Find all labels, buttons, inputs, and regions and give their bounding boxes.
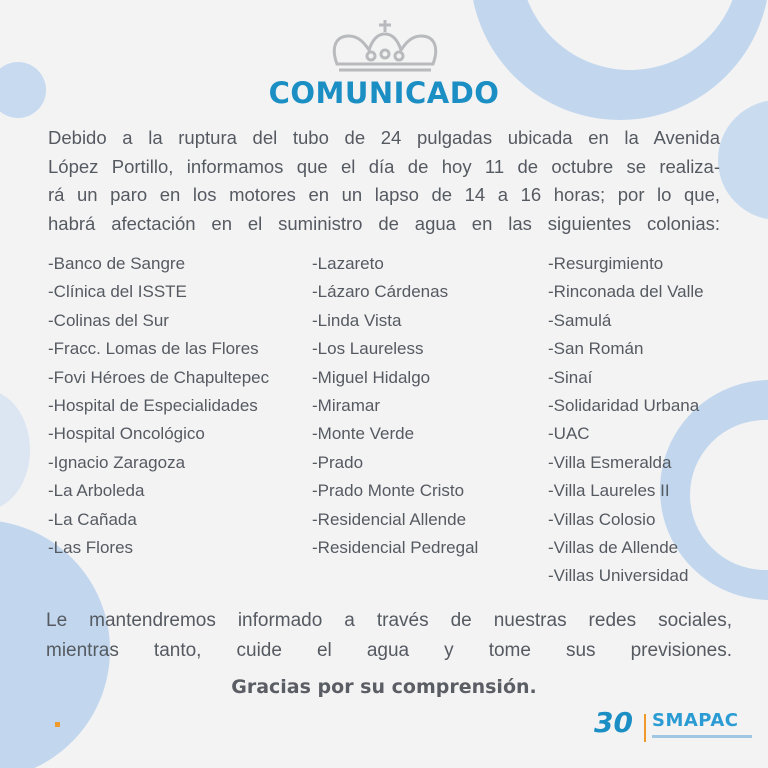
- closing-line: Le mantendremos informado a través de nuestras redes sociales,: [46, 610, 732, 631]
- list-item: -Rinconada del Valle: [548, 282, 704, 302]
- list-item: -UAC: [548, 424, 590, 444]
- colonias-column-2: [312, 250, 478, 562]
- list-item: -Banco de Sangre: [48, 254, 186, 273]
- list-item: -Samulá: [548, 310, 612, 330]
- list-item: -Solidaridad Urbana: [548, 396, 700, 416]
- list-item: -Hospital de Especialidades: [48, 396, 258, 416]
- list-item: -Villas Colosio: [548, 509, 656, 529]
- list-item: -Miguel Hidalgo: [312, 367, 431, 387]
- decor-circle: [0, 390, 30, 510]
- list-item: -Fracc. Lomas de las Flores: [48, 339, 259, 359]
- list-item: -Ignacio Zaragoza: [48, 452, 186, 472]
- list-item: -Lázaro Cárdenas: [312, 282, 449, 302]
- decor-mark: [55, 722, 60, 727]
- list-item: -Residencial Allende: [312, 509, 467, 529]
- crown-icon: [327, 18, 443, 74]
- list-item: -Prado Monte Cristo: [312, 481, 465, 501]
- list-item: -Colinas del Sur: [48, 310, 169, 330]
- closing-paragraph: [46, 606, 732, 666]
- thanks-message: Gracias por su comprensión.: [231, 676, 537, 698]
- logo-tagline: [652, 735, 752, 738]
- list-item: -Hospital Oncológico: [48, 424, 205, 444]
- list-item: -Villas Universidad: [548, 566, 689, 586]
- list-item: -Las Flores: [48, 538, 134, 558]
- anniversary-number: 30: [594, 706, 633, 739]
- list-item: -Linda Vista: [312, 310, 402, 330]
- logo-name: SMAPAC: [652, 710, 739, 731]
- decor-circle: [718, 100, 768, 220]
- list-item: -Fovi Héroes de Chapultepec: [48, 367, 270, 387]
- list-item: -San Román: [548, 339, 644, 359]
- list-item: -Miramar: [312, 396, 380, 416]
- list-item: -Resurgimiento: [548, 254, 664, 273]
- logo-divider: [644, 714, 646, 742]
- page-title: COMUNICADO: [268, 76, 500, 110]
- list-item: -Sinaí: [548, 367, 593, 387]
- intro-paragraph: [48, 124, 720, 238]
- list-item: -Lazareto: [312, 254, 384, 273]
- list-item: -La Cañada: [48, 509, 137, 529]
- intro-line: habrá afectación en el suministro de agua en las siguientes colonias:: [48, 212, 720, 234]
- list-item: -Residencial Pedregal: [312, 538, 479, 558]
- intro-line: Debido a la ruptura del tubo de 24 pulgadas ubicada en la Avenida: [48, 127, 720, 148]
- list-item: -Clínica del ISSTE: [48, 282, 187, 302]
- colonias-column-3: [548, 250, 704, 591]
- intro-line: rá un paro en los motores en un lapso de 14 a 16 horas; por lo que,: [48, 184, 720, 205]
- intro-line: López Portillo, informamos que el día de hoy 11 de octubre se realiza-: [48, 155, 720, 177]
- closing-line: mientras tanto, cuide el agua y tome sus previsiones.: [46, 640, 732, 661]
- list-item: -Prado: [312, 452, 364, 472]
- list-item: -Villa Esmeralda: [548, 452, 672, 472]
- list-item: -Monte Verde: [312, 424, 415, 444]
- list-item: -Los Laureless: [312, 339, 424, 359]
- smapac-logo: [594, 706, 754, 748]
- colonias-column-1: [48, 250, 269, 562]
- list-item: -La Arboleda: [48, 481, 145, 501]
- list-item: -Villas de Allende: [548, 538, 679, 558]
- list-item: -Villa Laureles II: [548, 481, 670, 501]
